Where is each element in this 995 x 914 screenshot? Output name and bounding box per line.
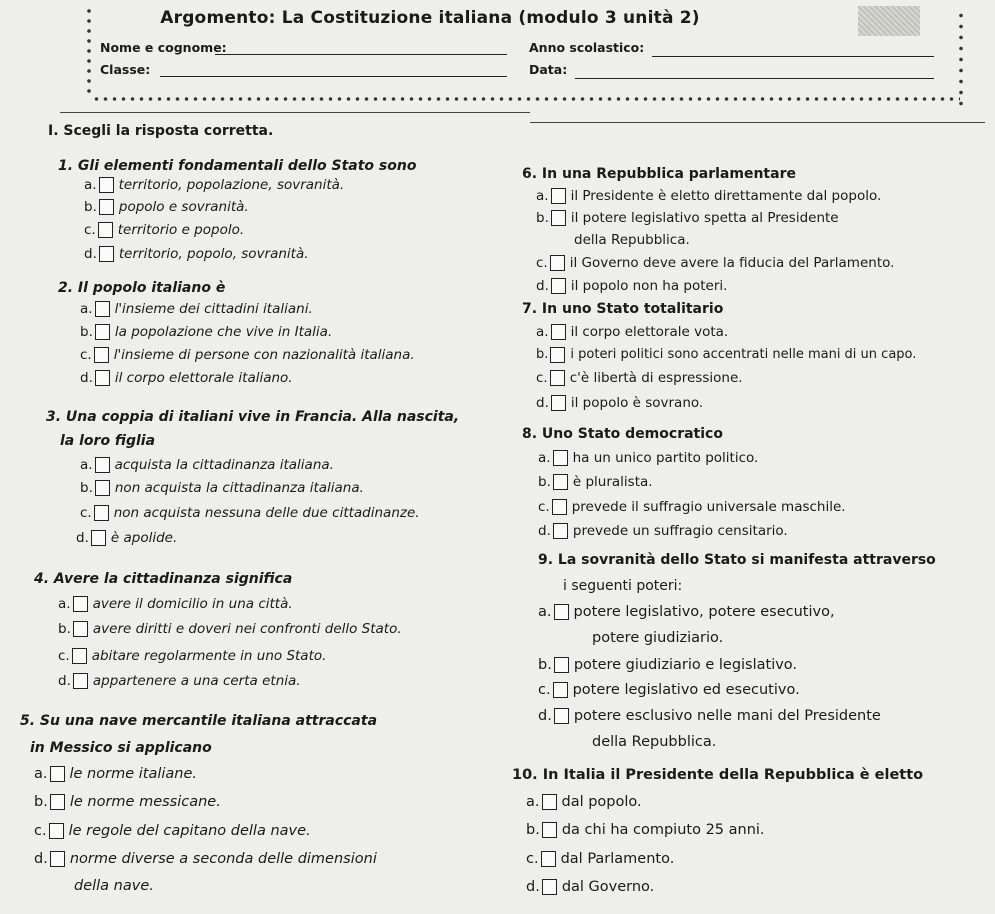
- question-9: 9. La sovranità dello Stato si manifesta attraverso: [538, 552, 936, 568]
- option-letter: c.: [34, 823, 47, 839]
- option-letter: b.: [538, 474, 551, 490]
- option-letter: d.: [34, 851, 48, 867]
- option-text: l'insieme di persone con nazionalità italiana.: [113, 347, 415, 363]
- checkbox[interactable]: [95, 370, 110, 386]
- q6-option-a: [536, 186, 881, 206]
- q10-option-a: [526, 792, 642, 812]
- checkbox[interactable]: [551, 188, 566, 204]
- option-letter: d.: [538, 708, 552, 724]
- option-text: ha un unico partito politico.: [572, 450, 759, 466]
- anno-field[interactable]: [652, 56, 934, 57]
- option-letter: b.: [536, 210, 549, 226]
- q10-option-d: [526, 877, 654, 897]
- option-letter: d.: [526, 879, 540, 895]
- option-letter: d.: [84, 246, 97, 262]
- binder-dots-right: [958, 10, 964, 110]
- checkbox[interactable]: [95, 301, 110, 317]
- classe-field[interactable]: [160, 76, 507, 77]
- divider-line: [60, 112, 530, 113]
- option-letter: a.: [536, 324, 549, 340]
- q4-option-d: [58, 671, 301, 691]
- option-text: acquista la cittadinanza italiana.: [114, 457, 334, 473]
- option-text: è apolide.: [110, 530, 178, 546]
- checkbox[interactable]: [99, 177, 114, 193]
- q5-option-d: [34, 849, 377, 869]
- option-text: dal Parlamento.: [560, 851, 675, 867]
- q6-option-d: [536, 276, 727, 296]
- question-3: 3. Una coppia di italiani vive in Francia. Alla nascita,: [46, 409, 460, 425]
- q5-option-c: [34, 821, 311, 841]
- option-text: le norme italiane.: [69, 766, 197, 782]
- checkbox[interactable]: [542, 879, 557, 895]
- option-text: le norme messicane.: [69, 794, 221, 810]
- section-title: I. Scegli la risposta corretta.: [48, 123, 274, 139]
- option-text: appartenere a una certa etnia.: [92, 673, 301, 689]
- q4-option-c: [58, 646, 326, 666]
- option-text: prevede un suffragio censitario.: [572, 523, 788, 539]
- q6-option-b-cont: della Repubblica.: [574, 232, 690, 248]
- option-letter: a.: [80, 301, 93, 317]
- checkbox[interactable]: [542, 822, 557, 838]
- anno-label: Anno scolastico:: [529, 40, 645, 55]
- checkbox[interactable]: [49, 823, 64, 839]
- option-text: abitare regolarmente in uno Stato.: [91, 648, 327, 664]
- option-text: potere legislativo, potere esecutivo,: [573, 604, 835, 620]
- q1-option-a: [84, 175, 344, 195]
- checkbox[interactable]: [94, 347, 109, 363]
- option-letter: c.: [538, 682, 551, 698]
- option-letter: a.: [526, 794, 540, 810]
- option-letter: b.: [80, 480, 93, 496]
- option-text: potere giudiziario e legislativo.: [573, 657, 798, 673]
- option-letter: d.: [536, 395, 549, 411]
- checkbox[interactable]: [554, 604, 569, 620]
- option-letter: a.: [58, 596, 71, 612]
- checkbox[interactable]: [94, 505, 109, 521]
- option-text: il Governo deve avere la fiducia del Parlamento.: [569, 255, 895, 271]
- checkbox[interactable]: [553, 450, 568, 466]
- q6-option-c: [536, 253, 894, 273]
- question-5-cont: in Messico si applicano: [30, 740, 212, 756]
- data-field[interactable]: [575, 78, 934, 79]
- q9-option-c: [538, 680, 800, 700]
- question-10: 10. In Italia il Presidente della Repubblica è eletto: [512, 767, 924, 783]
- option-text: i poteri politici sono accentrati nelle mani di un capo.: [570, 347, 917, 362]
- q9-option-b: [538, 655, 797, 675]
- option-text: territorio, popolazione, sovranità.: [118, 177, 345, 193]
- option-text: il corpo elettorale vota.: [570, 324, 729, 340]
- q8-option-a: [538, 448, 758, 468]
- checkbox[interactable]: [551, 278, 566, 294]
- q3-option-a: [80, 455, 334, 475]
- question-6: 6. In una Repubblica parlamentare: [522, 166, 796, 182]
- checkbox[interactable]: [50, 794, 65, 810]
- question-3-cont: la loro figlia: [60, 433, 156, 449]
- q2-option-b: [80, 322, 332, 342]
- checkbox[interactable]: [50, 851, 65, 867]
- option-letter: a.: [34, 766, 48, 782]
- option-letter: c.: [538, 499, 550, 515]
- q7-option-d: [536, 393, 703, 413]
- checkbox[interactable]: [551, 210, 566, 226]
- option-text: le regole del capitano della nave.: [68, 823, 311, 839]
- option-letter: c.: [80, 347, 92, 363]
- option-letter: a.: [84, 177, 97, 193]
- option-letter: b.: [84, 199, 97, 215]
- checkbox[interactable]: [541, 851, 556, 867]
- option-text: non acquista la cittadinanza italiana.: [114, 480, 364, 496]
- q5-option-d-cont: della nave.: [74, 878, 154, 894]
- q3-option-b: [80, 478, 364, 498]
- option-text: popolo e sovranità.: [118, 199, 249, 215]
- checkbox[interactable]: [95, 324, 110, 340]
- option-letter: b.: [538, 657, 552, 673]
- checkbox[interactable]: [553, 682, 568, 698]
- q1-option-b: [84, 197, 249, 217]
- q9-option-d-cont: della Repubblica.: [592, 734, 717, 750]
- option-text: avere diritti e doveri nei confronti dello Stato.: [92, 621, 402, 637]
- nome-label: Nome e cognome:: [100, 40, 227, 55]
- option-letter: a.: [538, 604, 552, 620]
- question-4: 4. Avere la cittadinanza significa: [34, 571, 293, 587]
- option-letter: c.: [84, 222, 96, 238]
- classe-label: Classe:: [100, 62, 151, 77]
- option-letter: a.: [538, 450, 551, 466]
- option-letter: b.: [536, 347, 549, 362]
- option-text: il Presidente è eletto direttamente dal popolo.: [570, 188, 882, 204]
- q5-option-b: [34, 792, 221, 812]
- nome-field[interactable]: [215, 54, 507, 55]
- option-text: il popolo è sovrano.: [570, 395, 704, 411]
- checkbox[interactable]: [99, 199, 114, 215]
- q4-option-b: [58, 619, 402, 639]
- checkbox[interactable]: [99, 246, 114, 262]
- checkbox[interactable]: [72, 648, 87, 664]
- checkbox[interactable]: [553, 523, 568, 539]
- option-letter: c.: [58, 648, 70, 664]
- question-1: 1. Gli elementi fondamentali dello Stato sono: [58, 158, 417, 174]
- checkbox[interactable]: [73, 596, 88, 612]
- checkbox[interactable]: [551, 395, 566, 411]
- option-letter: c.: [536, 255, 548, 271]
- checkbox[interactable]: [553, 474, 568, 490]
- option-letter: b.: [34, 794, 48, 810]
- q10-option-b: [526, 820, 765, 840]
- checkbox[interactable]: [554, 708, 569, 724]
- option-text: c'è libertà di espressione.: [569, 370, 743, 386]
- divider-line-right: [530, 122, 985, 123]
- q8-option-c: [538, 497, 846, 517]
- option-text: norme diverse a seconda delle dimensioni: [69, 851, 377, 867]
- checkbox[interactable]: [550, 370, 565, 386]
- binder-dots-left: [86, 6, 92, 96]
- checkbox[interactable]: [95, 480, 110, 496]
- q7-option-b: [536, 345, 916, 365]
- option-letter: d.: [58, 673, 71, 689]
- dotted-divider: [92, 96, 960, 102]
- data-label: Data:: [529, 62, 568, 77]
- q5-option-a: [34, 764, 197, 784]
- option-letter: b.: [80, 324, 93, 340]
- option-text: potere esclusivo nelle mani del Presidente: [573, 708, 881, 724]
- corner-graphic: [858, 6, 920, 36]
- q9-option-a: [538, 602, 835, 622]
- q10-option-c: [526, 849, 674, 869]
- worksheet-title: Argomento: La Costituzione italiana (modulo 3 unità 2): [160, 8, 700, 28]
- q1-option-d: [84, 244, 309, 264]
- checkbox[interactable]: [95, 457, 110, 473]
- checkbox[interactable]: [552, 499, 567, 515]
- q2-option-d: [80, 368, 293, 388]
- option-text: il popolo non ha poteri.: [570, 278, 728, 294]
- q2-option-c: [80, 345, 415, 365]
- option-text: dal Governo.: [561, 879, 655, 895]
- checkbox[interactable]: [50, 766, 65, 782]
- option-letter: c.: [526, 851, 539, 867]
- q6-option-b: [536, 208, 839, 228]
- checkbox[interactable]: [73, 621, 88, 637]
- checkbox[interactable]: [98, 222, 113, 238]
- q4-option-a: [58, 594, 293, 614]
- question-8: 8. Uno Stato democratico: [522, 426, 723, 442]
- checkbox[interactable]: [554, 657, 569, 673]
- question-7: 7. In uno Stato totalitario: [522, 301, 724, 317]
- option-text: non acquista nessuna delle due cittadinanze.: [113, 505, 420, 521]
- q1-option-c: [84, 220, 244, 240]
- q9-option-a-cont: potere giudiziario.: [592, 630, 724, 646]
- checkbox[interactable]: [551, 324, 566, 340]
- checkbox[interactable]: [91, 530, 106, 546]
- option-letter: b.: [526, 822, 540, 838]
- checkbox[interactable]: [550, 255, 565, 271]
- option-text: territorio e popolo.: [117, 222, 245, 238]
- question-9-cont: i seguenti poteri:: [563, 578, 683, 594]
- option-letter: d.: [80, 370, 93, 386]
- option-text: la popolazione che vive in Italia.: [114, 324, 333, 340]
- option-text: il potere legislativo spetta al Presidente: [570, 210, 839, 226]
- checkbox[interactable]: [550, 347, 565, 363]
- question-5: 5. Su una nave mercantile italiana attraccata: [20, 713, 378, 729]
- checkbox[interactable]: [73, 673, 88, 689]
- option-letter: c.: [80, 505, 92, 521]
- q3-option-d: [76, 528, 177, 548]
- option-letter: a.: [80, 457, 93, 473]
- q7-option-a: [536, 322, 728, 342]
- question-2: 2. Il popolo italiano è: [58, 280, 226, 296]
- option-text: da chi ha compiuto 25 anni.: [561, 822, 765, 838]
- option-letter: d.: [76, 530, 89, 546]
- option-text: prevede il suffragio universale maschile.: [571, 499, 846, 515]
- option-letter: c.: [536, 370, 548, 386]
- option-text: territorio, popolo, sovranità.: [118, 246, 309, 262]
- option-letter: d.: [536, 278, 549, 294]
- option-text: avere il domicilio in una città.: [92, 596, 293, 612]
- option-text: dal popolo.: [561, 794, 642, 810]
- option-text: il corpo elettorale italiano.: [114, 370, 293, 386]
- option-letter: d.: [538, 523, 551, 539]
- q9-option-d: [538, 706, 881, 726]
- q7-option-c: [536, 368, 743, 388]
- q2-option-a: [80, 299, 313, 319]
- option-text: è pluralista.: [572, 474, 653, 490]
- option-letter: a.: [536, 188, 549, 204]
- q8-option-d: [538, 521, 788, 541]
- q8-option-b: [538, 472, 653, 492]
- q3-option-c: [80, 503, 420, 523]
- option-letter: b.: [58, 621, 71, 637]
- option-text: potere legislativo ed esecutivo.: [572, 682, 800, 698]
- option-text: l'insieme dei cittadini italiani.: [114, 301, 313, 317]
- checkbox[interactable]: [542, 794, 557, 810]
